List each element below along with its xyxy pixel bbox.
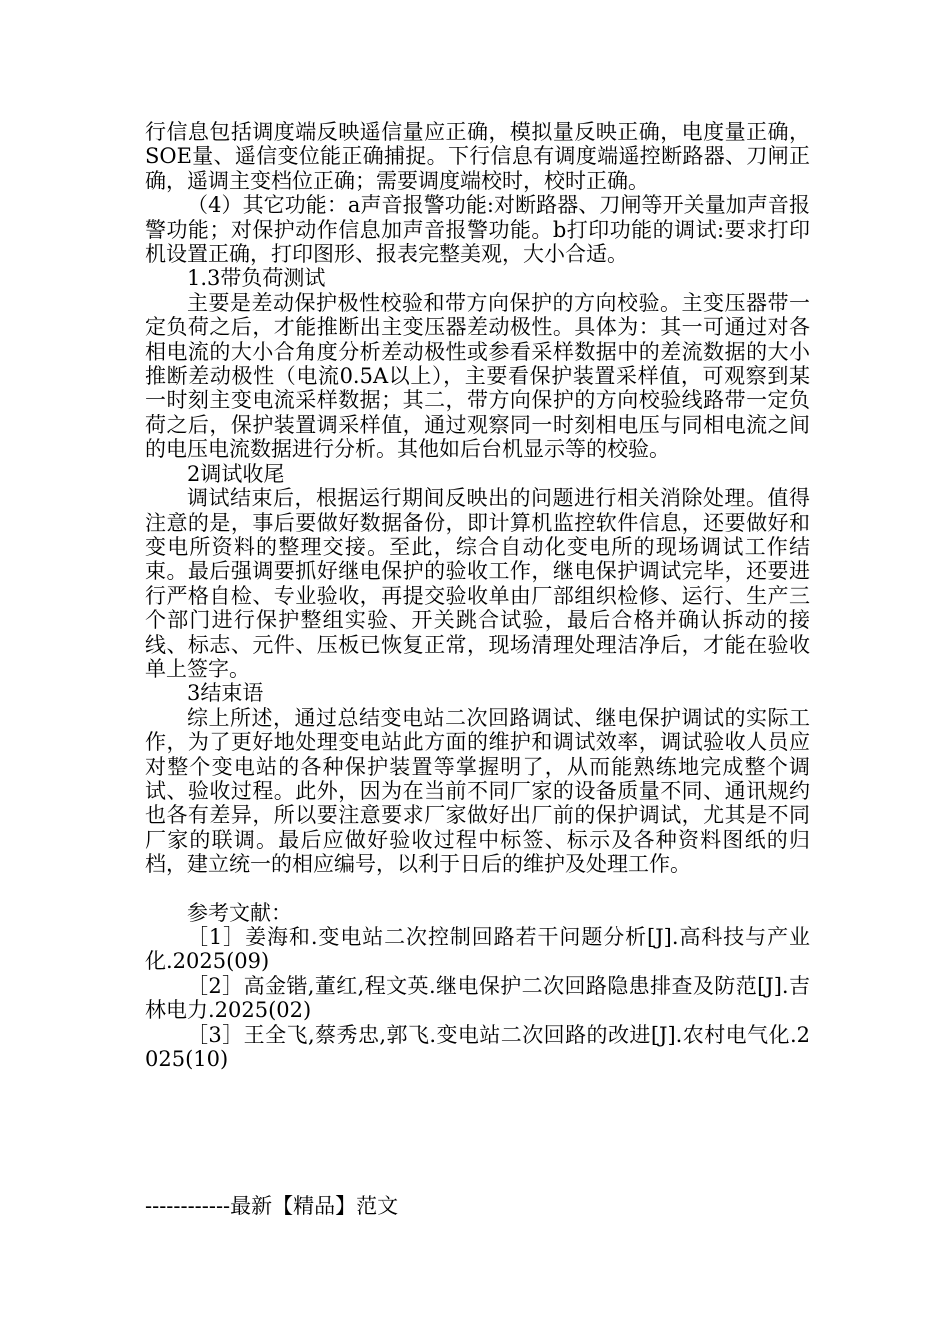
section-heading-2: 2调试收尾 [187, 461, 285, 486]
paragraph-other-functions: （4）其它功能：a声音报警功能:对断路器、刀闸等开关量加声音报警功能；对保护动作信息加声音报警功能。b打印功能的调试:要求打印机设置正确，打印图形、报表完整美观，大小合适。 [145, 193, 810, 267]
section-heading-3: 3结束语 [187, 681, 264, 706]
document-body [145, 120, 810, 1071]
paragraph-debug-finish: 调试结束后，根据运行期间反映出的问题进行相关消除处理。值得注意的是，事后要做好数据备份，即计算机监控软件信息，还要做好和变电所资料的整理交接。至此，综合自动化变电所的现场调试工作结束。最后强调要抓好继电保护的验收工作，继电保护调试完毕，还要进行严格自检、专业验收，再提交验收单由厂部组织检修、运行、生产三个部门进行保护整组实验、开关跳合试验，最后合格并确认拆动的接线、标志、元件、压板已恢复正常，现场清理处理洁净后，才能在验收单上签字。 [145, 486, 810, 681]
references-title: 参考文献： [187, 900, 292, 925]
reference-item: ［2］高金锴,董红,程文英.继电保护二次回路隐患排查及防范[J].吉林电力.2025(02) [145, 973, 810, 1023]
paragraph-continuation: 行信息包括调度端反映遥信量应正确，模拟量反映正确，电度量正确，SOE量、遥信变位能正确捕捉。下行信息有调度端遥控断路器、刀闸正确，遥调主变档位正确；需要调度端校时，校时正确。 [145, 120, 810, 193]
reference-item: ［3］王全飞,蔡秀忠,郭飞.变电站二次回路的改进[J].农村电气化.2025(10) [145, 1022, 810, 1072]
reference-item: ［1］姜海和.变电站二次控制回路若干问题分析[J].高科技与产业化.2025(09) [145, 925, 810, 974]
blank-line [145, 877, 810, 901]
section-heading-1-3: 1.3带负荷测试 [187, 266, 326, 291]
paragraph-load-test: 主要是差动保护极性校验和带方向保护的方向校验。主变压器带一定负荷之后，才能推断出主变压器差动极性。具体为：其一可通过对各相电流的大小合角度分析差动极性或参看采样数据中的差流数据的大小推断差动极性（电流0.5A以上），主要看保护装置采样值，可观察到某一时刻主变电流采样数据；其二，带方向保护的方向校验线路带一定负荷之后，保护装置调采样值，通过观察同一时刻相电压与同相电流之间的电压电流数据进行分析。其他如后台机显示等的校验。 [145, 290, 810, 462]
paragraph-conclusion: 综上所述，通过总结变电站二次回路调试、继电保护调试的实际工作，为了更好地处理变电站此方面的维护和调试效率，调试验收人员应对整个变电站的各种保护装置等掌握明了，从而能熟练地完成整个调试、验收过程。此外，因为在当前不同厂家的设备质量不同、通讯规约也各有差异，所以要注意要求厂家做好出厂前的保护调试，尤其是不同厂家的联调。最后应做好验收过程中标签、标示及各种资料图纸的归档，建立统一的相应编号，以利于日后的维护及处理工作。 [145, 705, 810, 877]
footer-banner: ------------最新【精品】范文 [145, 1194, 399, 1218]
